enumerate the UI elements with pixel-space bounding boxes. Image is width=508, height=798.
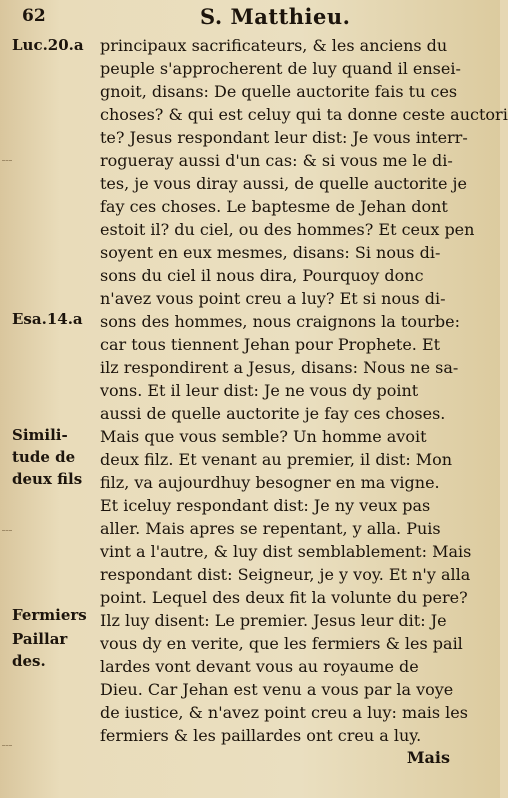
margin-note-heading: Fermiers bbox=[12, 606, 87, 624]
gutter-mark bbox=[2, 745, 12, 752]
folio-number: 62 bbox=[22, 6, 46, 26]
text-line: n'avez vous point creu a luy? Et si nous di- bbox=[100, 289, 446, 308]
text-line: ilz respondirent a Jesus, disans: Nous ne sa- bbox=[100, 358, 459, 377]
page-header bbox=[0, 4, 500, 30]
text-line: Ilz luy disent: Le premier. Jesus leur dit: Je bbox=[100, 611, 447, 630]
text-line: fermiers & les paillardes ont creu a luy. bbox=[100, 726, 422, 745]
gutter-mark bbox=[2, 530, 12, 537]
text-line: rogueray aussi d'un cas: & si vous me le di- bbox=[100, 151, 453, 170]
margin-note-heading: tude de bbox=[12, 448, 76, 466]
text-line: filz, va aujourdhuy besogner en ma vigne. bbox=[100, 473, 440, 492]
text-line: vons. Et il leur dist: Je ne vous dy point bbox=[100, 381, 419, 400]
text-line: peuple s'approcherent de luy quand il ensei- bbox=[100, 59, 461, 78]
margin-note-reference: Esa.14.a bbox=[12, 310, 83, 328]
text-line: te? Jesus respondant leur dist: Je vous interr- bbox=[100, 128, 468, 147]
text-line: respondant dist: Seigneur, je y voy. Et n'y alla bbox=[100, 565, 471, 584]
text-line: Dieu. Car Jehan est venu a vous par la voye bbox=[100, 680, 454, 699]
text-line: gnoit, disans: De quelle auctorite fais tu ces bbox=[100, 82, 458, 101]
text-line: lardes vont devant vous au royaume de bbox=[100, 657, 419, 676]
margin-note-heading: des. bbox=[12, 652, 46, 670]
margin-note-heading: Simili- bbox=[12, 426, 68, 444]
text-line: tes, je vous diray aussi, de quelle auctorite je bbox=[100, 174, 467, 193]
text-line: Et iceluy respondant dist: Je ny veux pas bbox=[100, 496, 431, 515]
margin-note-heading: deux fils bbox=[12, 470, 83, 488]
text-line: aller. Mais apres se repentant, y alla. Puis bbox=[100, 519, 441, 538]
text-line: car tous tiennent Jehan pour Prophete. Et bbox=[100, 335, 441, 354]
margin-note-heading: Paillar bbox=[12, 630, 68, 648]
margin-note-reference: Luc.20.a bbox=[12, 36, 84, 54]
text-line: deux filz. Et venant au premier, il dist: Mon bbox=[100, 450, 453, 469]
text-line: soyent en eux mesmes, disans: Si nous di- bbox=[100, 243, 441, 262]
catchword: Mais bbox=[406, 748, 450, 767]
text-line: sons des hommes, nous craignons la tourbe: bbox=[100, 312, 461, 331]
text-line: estoit il? du ciel, ou des hommes? Et ceux pen bbox=[100, 220, 475, 239]
gutter-mark bbox=[2, 160, 12, 167]
text-line: vous dy en verite, que les fermiers & les pail bbox=[100, 634, 463, 653]
text-line: principaux sacrificateurs, & les anciens du bbox=[100, 36, 448, 55]
text-line: Mais que vous semble? Un homme avoit bbox=[100, 427, 427, 446]
text-line: fay ces choses. Le baptesme de Jehan dont bbox=[100, 197, 448, 216]
text-line: aussi de quelle auctorite je fay ces choses. bbox=[100, 404, 446, 423]
text-line: choses? & qui est celuy qui ta donne ceste auctori bbox=[100, 105, 508, 124]
running-head: S. Matthieu. bbox=[200, 4, 351, 29]
text-line: sons du ciel il nous dira, Pourquoy donc bbox=[100, 266, 424, 285]
text-line: de iustice, & n'avez point creu a luy: mais les bbox=[100, 703, 468, 722]
text-line: point. Lequel des deux fit la volunte du pere? bbox=[100, 588, 468, 607]
text-line: vint a l'autre, & luy dist semblablement: Mais bbox=[100, 542, 472, 561]
